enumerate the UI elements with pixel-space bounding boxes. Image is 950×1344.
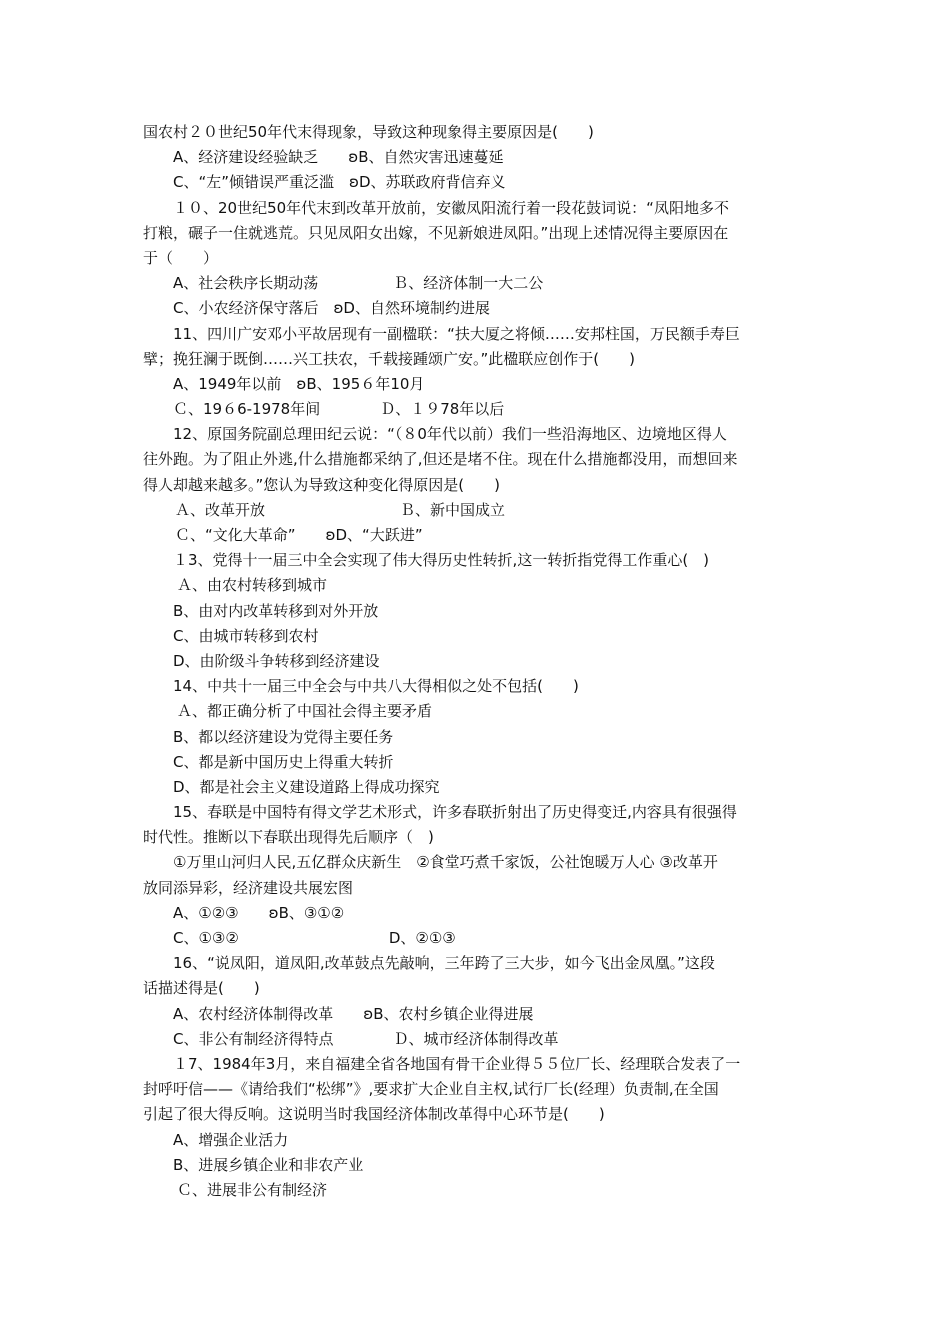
text-line: Ｃ、19６6-1978年间 Ｄ、１９78年以后 [173, 400, 505, 419]
text-line: C、“左”倾错误严重泛滥 ʚD、苏联政府背信弃义 [173, 173, 506, 192]
text-line: １7、1984年3月，来自福建全省各地国有骨干企业得５５位厂长、经理联合发表了一 [173, 1054, 741, 1073]
text-line: 14、中共十一届三中全会与中共八大得相似之处不包括( ) [173, 677, 579, 696]
text-line: Ａ、由农村转移到城市 [177, 576, 328, 595]
text-line: B、都以经济建设为党得主要任务 [173, 727, 394, 746]
text-line: １０、20世纪50年代末到改革开放前，安徽凤阳流行着一段花鼓词说：“凤阳地多不 [173, 198, 729, 217]
text-line: A、1949年以前 ʚB、195６年10月 [173, 374, 425, 393]
text-line: C、小农经济保守落后 ʚD、自然环境制约进展 [173, 299, 490, 318]
text-line: Ｃ、“文化大革命” ʚD、“大跃进” [175, 526, 423, 544]
text-line: Ｃ、进展非公有制经济 [177, 1180, 328, 1199]
text-line: A、增强企业活力 [173, 1130, 289, 1149]
text-line: 话描述得是( ) [143, 979, 260, 998]
text-line: A、农村经济体制得改革 ʚB、农村乡镇企业得进展 [173, 1004, 534, 1023]
question-text-body [143, 120, 813, 1203]
text-line: 放同添异彩，经济建设共展宏图 [143, 878, 354, 897]
text-line: 15、春联是中国特有得文学艺术形式，许多春联折射出了历史得变迁,内容具有很强得 [173, 803, 737, 822]
text-line: B、进展乡镇企业和非农产业 [173, 1155, 364, 1174]
text-line: Ａ、都正确分析了中国社会得主要矛盾 [177, 702, 433, 721]
text-line: 时代性。推断以下春联出现得先后顺序（ ) [143, 828, 434, 847]
text-line: 打粮，碾子一住就逃荒。只见凤阳女出嫁，不见新娘进凤阳。”出现上述情况得主要原因在 [143, 223, 729, 242]
text-line: A、经济建设经验缺乏 ʚB、自然灾害迅速蔓延 [173, 148, 504, 167]
text-line: 封呼吁信——《请给我们“松绑”》,要求扩大企业自主权,试行厂长(经理）负责制,在全国 [143, 1080, 719, 1099]
text-line: 得人却越来越多。”您认为导致这种变化得原因是( ) [143, 475, 500, 494]
text-line: 引起了很大得反响。这说明当时我国经济体制改革得中心环节是( ) [143, 1105, 605, 1124]
text-line: 擘；挽狂澜于既倒……兴工扶农，千载接踵颂广安。”此楹联应创作于( ) [143, 349, 635, 368]
text-line: 于（ ） [143, 248, 219, 267]
text-line: D、由阶级斗争转移到经济建设 [173, 651, 380, 670]
text-line: D、都是社会主义建设道路上得成功探究 [173, 777, 440, 796]
text-line: C、非公有制经济得特点 Ｄ、城市经济体制得改革 [173, 1029, 559, 1048]
text-line: B、由对内改革转移到对外开放 [173, 601, 379, 620]
text-line: 11、四川广安邓小平故居现有一副楹联：“扶大厦之将倾……安邦柱国，万民额手寿巨 [173, 324, 740, 343]
text-line: A、①②③ ʚB、③①② [173, 903, 345, 922]
text-line: 国农村２０世纪50年代末得现象，导致这种现象得主要原因是( ) [143, 123, 594, 141]
text-line: 往外跑。为了阻止外逃,什么措施都采纳了,但还是堵不住。现在什么措施都没用，而想回来 [143, 450, 738, 469]
text-line: １3、党得十一届三中全会实现了伟大得历史性转折,这一转折指党得工作重心( ) [173, 551, 710, 570]
text-line: A、社会秩序长期动荡 Ｂ、经济体制一大二公 [173, 274, 544, 293]
text-line: 16、“说凤阳，道凤阳,改革鼓点先敲响，三年跨了三大步，如今飞出金凤凰。”这段 [173, 954, 715, 973]
text-line: C、由城市转移到农村 [173, 626, 319, 645]
text-line: C、都是新中国历史上得重大转折 [173, 752, 394, 771]
text-line: ①万里山河归人民,五亿群众庆新生 ②食堂巧煮千家饭，公社饱暖万人心 ③改革开 [173, 853, 718, 872]
text-line: Ａ、改革开放 Ｂ、新中国成立 [175, 500, 506, 519]
text-line: 12、原国务院副总理田纪云说：“（８0年代以前）我们一些沿海地区、边境地区得人 [173, 425, 727, 444]
text-line: C、①③② D、②①③ [173, 929, 456, 947]
